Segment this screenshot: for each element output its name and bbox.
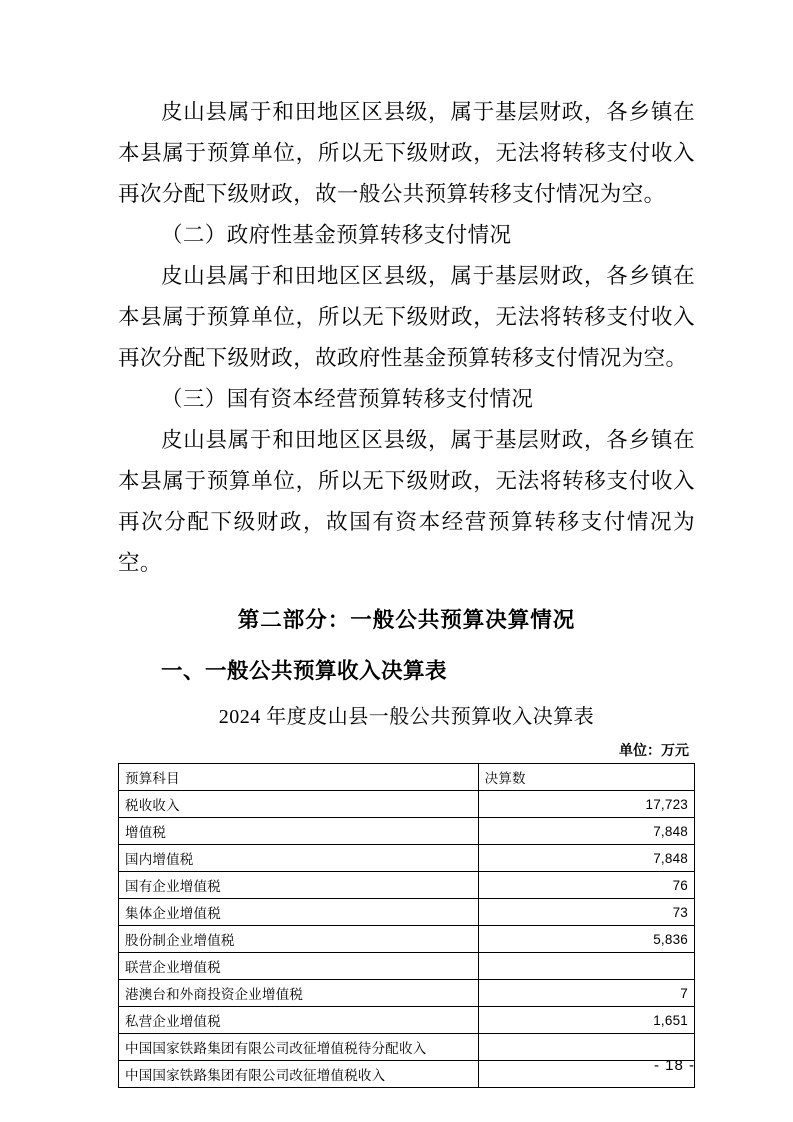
table-cell-value [478,953,694,980]
table-row [119,1061,695,1088]
paragraph-4: （三）国有资本经营预算转移支付情况 [161,387,534,411]
table-row [119,872,695,899]
unit-label: 单位：万元 [619,742,689,758]
table-cell-item: 国有企业增值税 [119,872,479,899]
table-cell-value: 7 [478,980,694,1007]
table-row [119,899,695,926]
table-cell-value: 17,723 [478,791,694,818]
table-cell-item: 增值税 [119,818,479,845]
table-cell-item: 股份制企业增值税 [119,926,479,953]
table-cell-item: 中国国家铁路集团有限公司改征增值税待分配收入 [119,1034,479,1061]
page-number: - 18 - [653,1057,695,1074]
table-row [119,953,695,980]
table-row [119,818,695,845]
paragraph-5: 皮山县属于和田地区区县级，属于基层财政，各乡镇在本县属于预算单位，所以无下级财政，无法将转移支付收入再次分配下级财政，故国有资本经营预算转移支付情况为空。 [118,428,695,575]
table-row [119,845,695,872]
table-title: 2024 年度皮山县一般公共预算收入决算表 [218,706,595,728]
table-cell-value: 7,848 [478,818,694,845]
table-row [119,980,695,1007]
section-heading: 第二部分：一般公共预算决算情况 [237,608,576,632]
table-cell-item: 中国国家铁路集团有限公司改征增值税收入 [119,1061,479,1088]
table-row [119,1034,695,1061]
table-header-item: 预算科目 [119,764,479,791]
table-header-row [119,764,695,791]
table-cell-item: 港澳台和外商投资企业增值税 [119,980,479,1007]
table-cell-item: 联营企业增值税 [119,953,479,980]
table-cell-value: 7,848 [478,845,694,872]
table-header-value: 决算数 [478,764,694,791]
table-cell-value: 1,651 [478,1007,694,1034]
table-cell-value: 73 [478,899,694,926]
table-cell-value: 5,836 [478,926,694,953]
paragraph-3: 皮山县属于和田地区区县级，属于基层财政，各乡镇在本县属于预算单位，所以无下级财政，无法将转移支付收入再次分配下级财政，故政府性基金预算转移支付情况为空。 [118,264,695,370]
table-row [119,1007,695,1034]
table-cell-item: 集体企业增值税 [119,899,479,926]
paragraph-2: （二）政府性基金预算转移支付情况 [161,223,512,247]
table-cell-item: 私营企业增值税 [119,1007,479,1034]
budget-revenue-table [118,763,695,1088]
table-cell-item: 国内增值税 [119,845,479,872]
sub-heading: 一、一般公共预算收入决算表 [161,659,448,683]
table-cell-value: 76 [478,872,694,899]
table-row [119,926,695,953]
table-cell-item: 税收收入 [119,791,479,818]
paragraph-1: 皮山县属于和田地区区县级，属于基层财政，各乡镇在本县属于预算单位，所以无下级财政，无法将转移支付收入再次分配下级财政，故一般公共预算转移支付情况为空。 [118,100,695,206]
table-row [119,791,695,818]
